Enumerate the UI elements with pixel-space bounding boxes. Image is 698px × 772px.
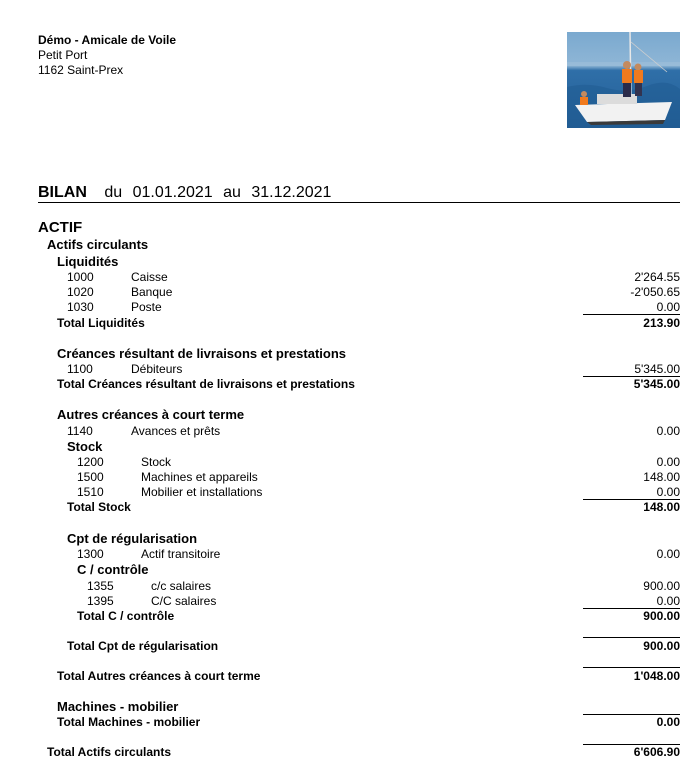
total-rule — [583, 637, 680, 638]
total-label-stock: Total Stock — [67, 500, 131, 514]
account-amount: 0.00 — [656, 594, 680, 608]
total-amount-liquidites: 213.90 — [643, 316, 680, 330]
organization-name: Démo - Amicale de Voile — [38, 33, 177, 47]
group-heading-controle: C / contrôle — [77, 562, 149, 577]
from-date: 01.01.2021 — [132, 184, 213, 201]
total-label-regularisation: Total Cpt de régularisation — [67, 639, 219, 653]
total-label-actifs-circulants: Total Actifs circulants — [47, 745, 172, 759]
section-heading-actif: ACTIF — [38, 219, 83, 236]
account-name: Avances et prêts — [131, 424, 221, 438]
account-name: Débiteurs — [131, 362, 183, 376]
address-line-2: 1162 Saint-Prex — [38, 63, 124, 77]
sailboat-photo — [567, 32, 680, 128]
account-amount: 0.00 — [656, 424, 680, 438]
account-name: C/C salaires — [151, 594, 217, 608]
account-amount: 0.00 — [656, 300, 680, 314]
report-title — [38, 183, 680, 203]
total-amount-creances: 5'345.00 — [633, 377, 680, 391]
account-amount: 0.00 — [656, 455, 680, 469]
account-code: 1355 — [87, 579, 114, 593]
account-name: Mobilier et installations — [141, 485, 263, 499]
account-amount: 2'264.55 — [634, 270, 680, 284]
account-name: Stock — [141, 455, 172, 469]
total-amount-controle: 900.00 — [643, 609, 680, 623]
total-label-liquidites: Total Liquidités — [57, 316, 145, 330]
account-code: 1200 — [77, 455, 104, 469]
group-heading-regularisation: Cpt de régularisation — [67, 531, 198, 546]
account-name: Poste — [131, 300, 162, 314]
total-amount-stock: 148.00 — [643, 500, 680, 514]
total-rule — [583, 314, 680, 315]
report-title-label: BILAN — [38, 184, 87, 201]
total-label-machines: Total Machines - mobilier — [57, 715, 201, 729]
group-heading-autres-creances: Autres créances à court terme — [57, 407, 245, 422]
organization-address — [38, 33, 176, 78]
total-amount-autres-creances: 1'048.00 — [633, 669, 680, 683]
account-code: 1395 — [87, 594, 114, 608]
group-heading-creances: Créances résultant de livraisons et prestations — [57, 346, 346, 361]
account-name: Actif transitoire — [141, 547, 221, 561]
group-heading-actifs-circulants: Actifs circulants — [47, 237, 149, 252]
account-name: Caisse — [131, 270, 168, 284]
from-word: du — [104, 184, 123, 201]
total-amount-actifs-circulants: 6'606.90 — [633, 745, 680, 759]
group-heading-machines: Machines - mobilier — [57, 699, 179, 714]
total-label-autres-creances: Total Autres créances à court terme — [57, 669, 261, 683]
total-amount-machines: 0.00 — [656, 715, 680, 729]
account-code: 1000 — [67, 270, 94, 284]
account-code: 1140 — [67, 424, 93, 438]
to-date: 31.12.2021 — [251, 184, 332, 201]
account-code: 1100 — [67, 362, 93, 376]
account-amount: 5'345.00 — [634, 362, 680, 376]
total-rule — [583, 667, 680, 668]
account-name: c/c salaires — [151, 579, 212, 593]
account-code: 1510 — [77, 485, 104, 499]
group-heading-stock: Stock — [67, 439, 103, 454]
sailboat-image — [567, 32, 680, 128]
address-line-1: Petit Port — [38, 48, 88, 62]
account-code: 1030 — [67, 300, 94, 314]
total-label-controle: Total C / contrôle — [77, 609, 175, 623]
account-name: Machines et appareils — [141, 470, 258, 484]
account-amount: 0.00 — [656, 485, 680, 499]
account-name: Banque — [131, 285, 173, 299]
total-label-creances: Total Créances résultant de livraisons et prestations — [57, 377, 355, 391]
account-code: 1300 — [77, 547, 104, 561]
account-code: 1020 — [67, 285, 94, 299]
account-amount: 148.00 — [643, 470, 680, 484]
to-word: au — [223, 184, 241, 201]
account-amount: 900.00 — [643, 579, 680, 593]
account-amount: -2'050.65 — [630, 285, 680, 299]
account-amount: 0.00 — [656, 547, 680, 561]
total-amount-regularisation: 900.00 — [643, 639, 680, 653]
account-code: 1500 — [77, 470, 104, 484]
group-heading-liquidites: Liquidités — [57, 254, 119, 269]
